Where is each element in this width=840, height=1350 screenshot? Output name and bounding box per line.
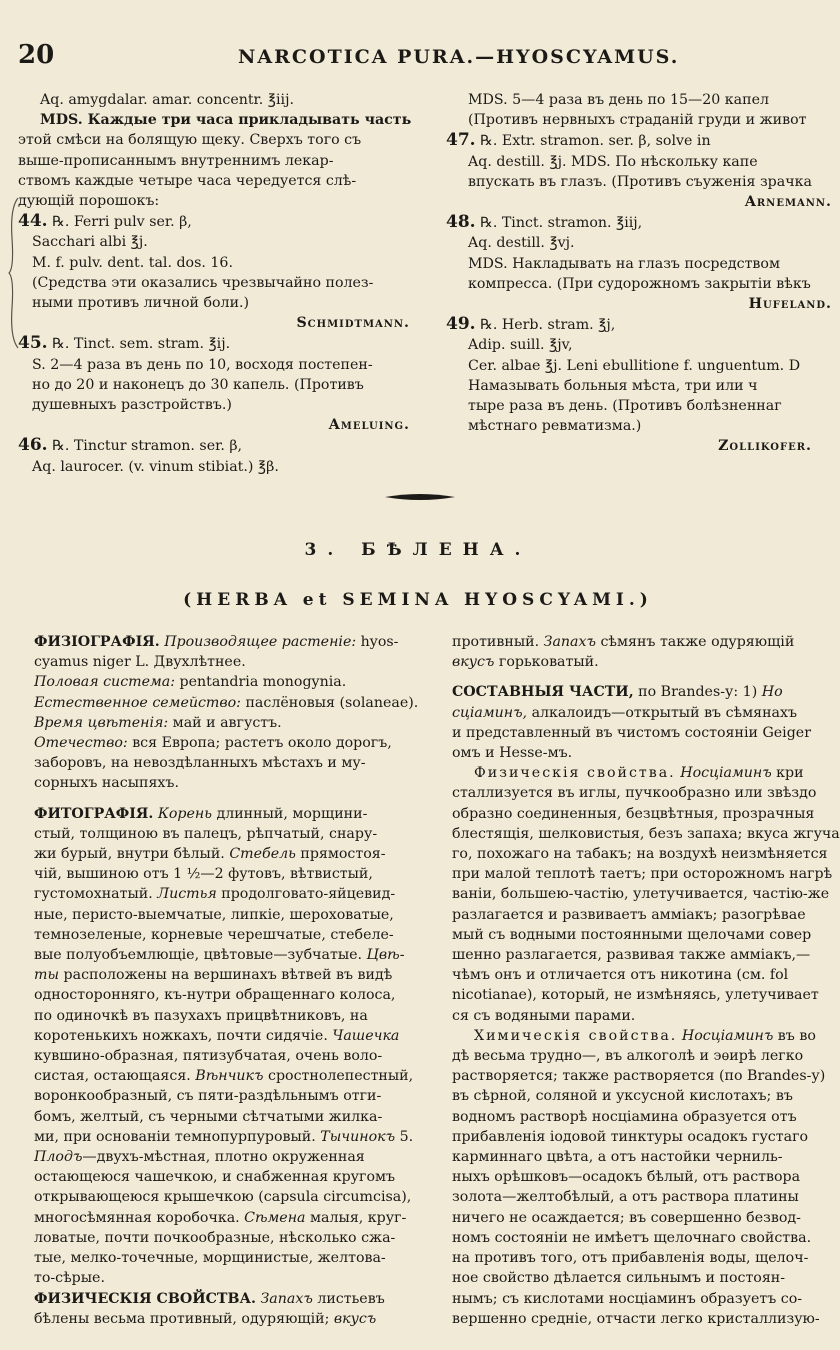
recipe-47 bbox=[446, 130, 836, 151]
text-span: май и августъ. bbox=[168, 714, 282, 731]
text-line: образно соединенныя, безцвѣтныя, прозрачныя bbox=[452, 805, 815, 822]
text-line: выше-прописаннымъ внутреннимъ лекар- bbox=[18, 152, 334, 169]
text-line bbox=[34, 945, 430, 965]
composition-para bbox=[452, 682, 836, 702]
text-line: MDS. Каждые три часа прикладывать часть bbox=[40, 112, 412, 129]
text-span: pentandria monogynia. bbox=[175, 674, 347, 691]
text-span: по Brandes-у: 1) bbox=[633, 684, 762, 701]
text-line: при малой теплотѣ таетъ; при осторожномъ нагрѣ bbox=[452, 866, 833, 883]
text-line: этой смѣси на болящую щеку. Сверхъ того съ bbox=[18, 132, 362, 149]
text-line: то-сѣрые. bbox=[34, 1270, 105, 1287]
text-line: стый, толщиною въ палецъ, рѣпчатый, снару- bbox=[34, 825, 378, 842]
text-span: ты bbox=[34, 967, 60, 984]
text-line: ℞. Herb. stram. ℥j, bbox=[480, 317, 616, 334]
text-line: ствомъ каждые четыре часа чередуется слѣ- bbox=[18, 172, 357, 189]
text-line: Aq. amygdalar. amar. concentr. ℥iij. bbox=[40, 92, 294, 108]
text-span: Ho bbox=[761, 684, 783, 701]
text-line bbox=[34, 844, 430, 864]
text-line: остающеюся чашечкою, и снабженная кругомъ bbox=[34, 1169, 396, 1186]
text-span: Половая система: bbox=[34, 674, 175, 691]
text-line: ловатые, почти почкообразные, нѣсколько сжа- bbox=[34, 1229, 396, 1246]
text-line bbox=[18, 110, 428, 130]
heading-physical-properties: ФИЗИЧЕСКІЯ СВОЙСТВА. bbox=[34, 1290, 256, 1307]
text-span: Время цвѣтенія: bbox=[34, 714, 169, 731]
text-span: —двухъ-мѣстная, плотно окруженная bbox=[82, 1149, 365, 1166]
text-line: ℞. Tinct. stramon. ℥iij, bbox=[480, 215, 643, 232]
text-line: Sacchari albi ℥j. bbox=[32, 234, 148, 251]
text-line: карминнаго цвѣта, а отъ настойки черниль- bbox=[452, 1149, 783, 1166]
text-span: hyos- bbox=[356, 634, 399, 650]
text-span: Химическія свойства. bbox=[474, 1027, 678, 1044]
text-line: ничего не осаждается; въ совершенно безвод- bbox=[452, 1209, 801, 1226]
physiography-para bbox=[34, 632, 430, 652]
text-line bbox=[34, 1127, 430, 1147]
text-line: растворяется; также растворяется (по Brandes-у) bbox=[452, 1068, 826, 1085]
text-line: ные, перисто-выемчатые, липкіе, шероховатые, bbox=[34, 906, 394, 923]
text-line bbox=[34, 693, 430, 713]
text-span: бѣлены весьма противный, одуряющій; bbox=[34, 1310, 334, 1327]
recipe-45 bbox=[18, 333, 428, 354]
text-span: густомохнатый. bbox=[34, 886, 158, 903]
text-line: MDS. Накладывать на глазъ посредством bbox=[468, 255, 780, 272]
text-span: Плодъ bbox=[34, 1149, 83, 1166]
text-span: горьковатый. bbox=[494, 654, 599, 671]
author-signature: Ameluing. bbox=[328, 417, 410, 434]
physical-props-para bbox=[452, 763, 836, 783]
text-span: многосѣмянная коробочка. bbox=[34, 1209, 245, 1226]
text-line: (Противъ нервныхъ страданій груди и живот bbox=[468, 112, 807, 129]
text-span: Стебель bbox=[229, 846, 296, 863]
text-line: и представленный въ чистомъ состояніи Geiger bbox=[452, 724, 811, 741]
text-line: дующій порошокъ: bbox=[18, 193, 160, 210]
text-span: вые полуобъемлющіе, цвѣтовые—зубчатые. bbox=[34, 947, 367, 964]
text-span: Производящее растеніе: bbox=[164, 634, 357, 650]
text-line: кувшино-образная, пятизубчатая, очень воло- bbox=[34, 1048, 383, 1065]
text-line: ся съ водяными парами. bbox=[452, 1007, 636, 1024]
running-title: NARCOTICA PURA.—HYOSCYAMUS. bbox=[238, 46, 680, 68]
text-line: ℞. Tinct. sem. stram. ℥ij. bbox=[52, 336, 231, 353]
recipe-number: 44. bbox=[18, 211, 48, 232]
text-line: по одиночкѣ въ пазухахъ прицвѣтниковъ, на bbox=[34, 1007, 368, 1024]
text-line: въ сѣрной, соляной и уксусной кислотахъ; въ bbox=[452, 1088, 793, 1105]
text-line: ℞. Tinctur stramon. ser. β, bbox=[52, 438, 243, 455]
text-span: систая, остающаяся. bbox=[34, 1068, 196, 1085]
text-line: Aq. destill. ℥j. MDS. По нѣскольку капе bbox=[468, 153, 758, 170]
text-line: Cer. albae ℥j. Leni ebullitione f. unguentum. D bbox=[468, 357, 801, 374]
text-line: номъ состояніи не имѣетъ щелочнаго свойства. bbox=[452, 1229, 812, 1246]
text-span: въ во bbox=[773, 1027, 816, 1044]
text-span: Чашечка bbox=[332, 1027, 400, 1044]
text-line: Aq. destill. ℥vj. bbox=[468, 235, 575, 252]
text-line: ℞. Ferri pulv ser. β, bbox=[52, 214, 192, 231]
text-line: Aq. laurocer. (v. vinum stibiat.) ℥β. bbox=[32, 458, 279, 475]
recipe-number: 49. bbox=[446, 314, 476, 335]
text-span: длинный, морщини- bbox=[211, 805, 368, 822]
text-line: воронкообразный, съ пяти-раздѣльнымъ отги- bbox=[34, 1088, 382, 1105]
text-line bbox=[34, 1147, 430, 1167]
divider-ornament bbox=[385, 492, 455, 502]
text-span: противный. bbox=[452, 634, 544, 650]
text-span: паслёновыя (solaneae). bbox=[240, 694, 419, 711]
author-signature: Arnemann. bbox=[744, 194, 832, 211]
text-line: чѣмъ онъ и отличается отъ никотина (см. fol bbox=[452, 967, 789, 984]
text-line: чій, вышиною отъ 1 ½—2 футовъ, вѣтвистый, bbox=[34, 866, 373, 883]
text-span: сціаминъ, bbox=[452, 704, 528, 721]
text-line: M. f. pulv. dent. tal. dos. 16. bbox=[32, 254, 233, 271]
heading-composition: СОСТАВНЫЯ ЧАСТИ, bbox=[452, 684, 634, 701]
text-line: омъ и Hesse-мъ. bbox=[452, 745, 573, 762]
text-span: Физическія свойства. bbox=[474, 765, 676, 782]
text-span: Hосціаминъ bbox=[677, 1027, 774, 1044]
physical-properties-para bbox=[34, 1289, 430, 1309]
text-line bbox=[34, 884, 430, 904]
text-span: Запахъ bbox=[260, 1290, 313, 1307]
text-span: Запахъ bbox=[543, 634, 596, 650]
text-line: шенно разлагается, развивая также аммiакъ,— bbox=[452, 947, 811, 964]
text-line bbox=[452, 703, 836, 723]
text-line: ными противъ личной боли.) bbox=[32, 295, 250, 312]
text-span: Сѣмена bbox=[244, 1209, 306, 1226]
text-line: го, похожаго на табакъ; на воздухѣ неизмѣняется bbox=[452, 846, 828, 863]
text-span: вкусъ bbox=[333, 1310, 377, 1327]
author-signature: Zollikofer. bbox=[718, 438, 812, 455]
text-line: ℞. Extr. stramon. ser. β, solve in bbox=[480, 133, 711, 150]
text-line: дѣ весьма трудно—, въ алкоголѣ и эѳирѣ легко bbox=[452, 1048, 804, 1065]
text-line: бомъ, желтый, съ черными сѣтчатыми жилка- bbox=[34, 1108, 383, 1125]
text-line: мѣстнаго ревматизма.) bbox=[468, 418, 642, 435]
text-line: ное свойство дѣлается сильнымъ и постоян- bbox=[452, 1270, 786, 1287]
text-span: Тычинокъ bbox=[320, 1128, 396, 1145]
text-span: Листья bbox=[157, 886, 217, 903]
text-span: сѣмянъ также одуряющій bbox=[595, 634, 795, 650]
page-number: 20 bbox=[18, 40, 55, 70]
text-line bbox=[34, 1309, 430, 1329]
text-line: nicotianae), который, не измѣняясь, улетучивает bbox=[452, 987, 819, 1004]
text-line: открывающеюся крышечкою (capsula circumcisa), bbox=[34, 1189, 412, 1206]
recipe-number: 45. bbox=[18, 333, 48, 354]
text-span: листьевъ bbox=[312, 1290, 385, 1307]
text-span: коротенькихъ ножкахъ, почти сидячіе. bbox=[34, 1027, 333, 1044]
recipe-46 bbox=[18, 435, 428, 456]
text-line bbox=[34, 965, 430, 985]
text-span: малыя, круг- bbox=[305, 1209, 407, 1226]
text-line bbox=[34, 713, 430, 733]
text-line: вершенно средніе, отчасти легко кристаллизую- bbox=[452, 1310, 820, 1327]
text-line bbox=[452, 652, 836, 672]
text-span: Естественное семейство: bbox=[34, 694, 241, 711]
text-line: разлагается и развиваетъ аммiакъ; разогрѣвае bbox=[452, 906, 806, 923]
text-span: Корень bbox=[157, 805, 212, 822]
text-line: мый съ водными постоянными щелочами совер bbox=[452, 926, 812, 943]
phytography-para bbox=[34, 804, 430, 824]
recipe-number: 47. bbox=[446, 130, 476, 151]
recipe-49 bbox=[446, 314, 836, 335]
text-line: на противъ того, отъ прибавленія воды, щелоч- bbox=[452, 1250, 809, 1267]
text-line: ваніи, большею-частію, улетучивается, частію-же bbox=[452, 886, 830, 903]
text-line: cyamus niger L. Двухлѣтнее. bbox=[34, 654, 246, 671]
text-line bbox=[452, 632, 836, 652]
text-span: продолговато-яйцевид- bbox=[216, 886, 396, 903]
heading-phytography: ФИТОГРАФІЯ. bbox=[34, 805, 154, 822]
recipe-44 bbox=[18, 211, 428, 232]
top-right-column bbox=[446, 90, 836, 470]
recipe-48 bbox=[446, 212, 836, 233]
text-span: вся Европа; растетъ около дорогъ, bbox=[127, 735, 392, 752]
text-span: Отечество: bbox=[34, 735, 128, 752]
text-line bbox=[34, 1208, 430, 1228]
text-span: алкалоидъ—открытый въ сѣмянахъ bbox=[527, 704, 798, 721]
text-line: но до 20 и наконецъ до 30 капель. (Противъ bbox=[32, 376, 364, 393]
text-line: ныхъ орѣшковъ—осадокъ бѣлый, отъ раствора bbox=[452, 1169, 801, 1186]
heading-physiography: ФИЗІОГРАФІЯ. bbox=[34, 634, 160, 650]
recipe-number: 48. bbox=[446, 212, 476, 233]
section-subtitle: (HERBA et SEMINA HYOSCYAMI.) bbox=[183, 590, 653, 610]
text-span: жи бурый, внутри бѣлый. bbox=[34, 846, 230, 863]
text-line: (Средства эти оказались чрезвычайно полез- bbox=[32, 274, 374, 291]
text-line bbox=[34, 672, 430, 692]
text-line bbox=[34, 1066, 430, 1086]
section-title: 3. БѢЛЕНА. bbox=[304, 540, 532, 560]
author-signature: Hufeland. bbox=[748, 296, 832, 313]
text-line: сорныхъ насыпяхъ. bbox=[34, 775, 179, 792]
text-span: ми, при основаніи темнопурпуровый. bbox=[34, 1128, 321, 1145]
text-span: 5. bbox=[395, 1128, 414, 1145]
text-line: MDS. 5—4 раза въ день по 15—20 капел bbox=[468, 92, 769, 108]
text-line: впускать въ глазъ. (Противъ съуженія зрачка bbox=[468, 173, 812, 190]
text-line: прибавленія іодовой тинктуры осадокъ густаго bbox=[452, 1128, 809, 1145]
text-line bbox=[34, 1026, 430, 1046]
text-line: заборовъ, на невоздѣланныхъ мѣстахъ и му- bbox=[34, 755, 366, 772]
text-line: Adip. suill. ℥jv, bbox=[468, 337, 573, 354]
text-span: сростнолепестный, bbox=[263, 1068, 414, 1085]
author-signature: Schmidtmann. bbox=[296, 315, 410, 332]
bottom-left-column bbox=[34, 632, 430, 1337]
text-line: S. 2—4 раза въ день по 10, восходя постепен- bbox=[32, 356, 373, 373]
text-line: тыре раза въ день. (Противъ болѣзненнаг bbox=[468, 398, 782, 415]
text-line bbox=[34, 733, 430, 753]
top-left-column bbox=[18, 90, 428, 475]
text-line: душевныхъ разстройствъ.) bbox=[32, 397, 232, 414]
text-span: прямостоя- bbox=[295, 846, 386, 863]
text-span: расположены на вершинахъ вѣтвей въ видѣ bbox=[59, 967, 393, 984]
text-line: тые, мелко-точечные, морщинистые, желтова- bbox=[34, 1250, 386, 1267]
text-line: Намазывать больныя мѣста, три или ч bbox=[468, 377, 758, 394]
text-span: кри bbox=[771, 765, 804, 782]
text-span: вкусъ bbox=[452, 654, 495, 671]
text-line: блестящія, шелковистыя, безъ запаха; вкуса жгуча bbox=[452, 825, 840, 842]
text-line: односторонняго, къ-нутри обращеннаго колоса, bbox=[34, 987, 396, 1004]
text-span: Hосціаминъ bbox=[675, 765, 772, 782]
text-line: сталлизуется въ иглы, пучкообразно или звѣздо bbox=[452, 785, 817, 802]
page-header bbox=[18, 40, 836, 74]
recipe-number: 46. bbox=[18, 435, 48, 456]
text-line: нымъ; съ кислотами носціаминъ образуетъ со- bbox=[452, 1290, 803, 1307]
text-span: Вѣнчикъ bbox=[195, 1068, 264, 1085]
text-line: золота—желтобѣлый, а отъ раствора платины bbox=[452, 1189, 799, 1206]
text-line: компресса. (При судорожномъ закрытіи вѣкъ bbox=[468, 275, 811, 292]
bottom-right-column bbox=[452, 632, 840, 1337]
text-line: темнозеленые, корневые черешчатые, стебеле- bbox=[34, 926, 394, 943]
text-line: водномъ растворѣ носціамина образуется отъ bbox=[452, 1108, 797, 1125]
chemical-props-para bbox=[452, 1026, 836, 1046]
text-span: Цвѣ- bbox=[366, 947, 405, 964]
